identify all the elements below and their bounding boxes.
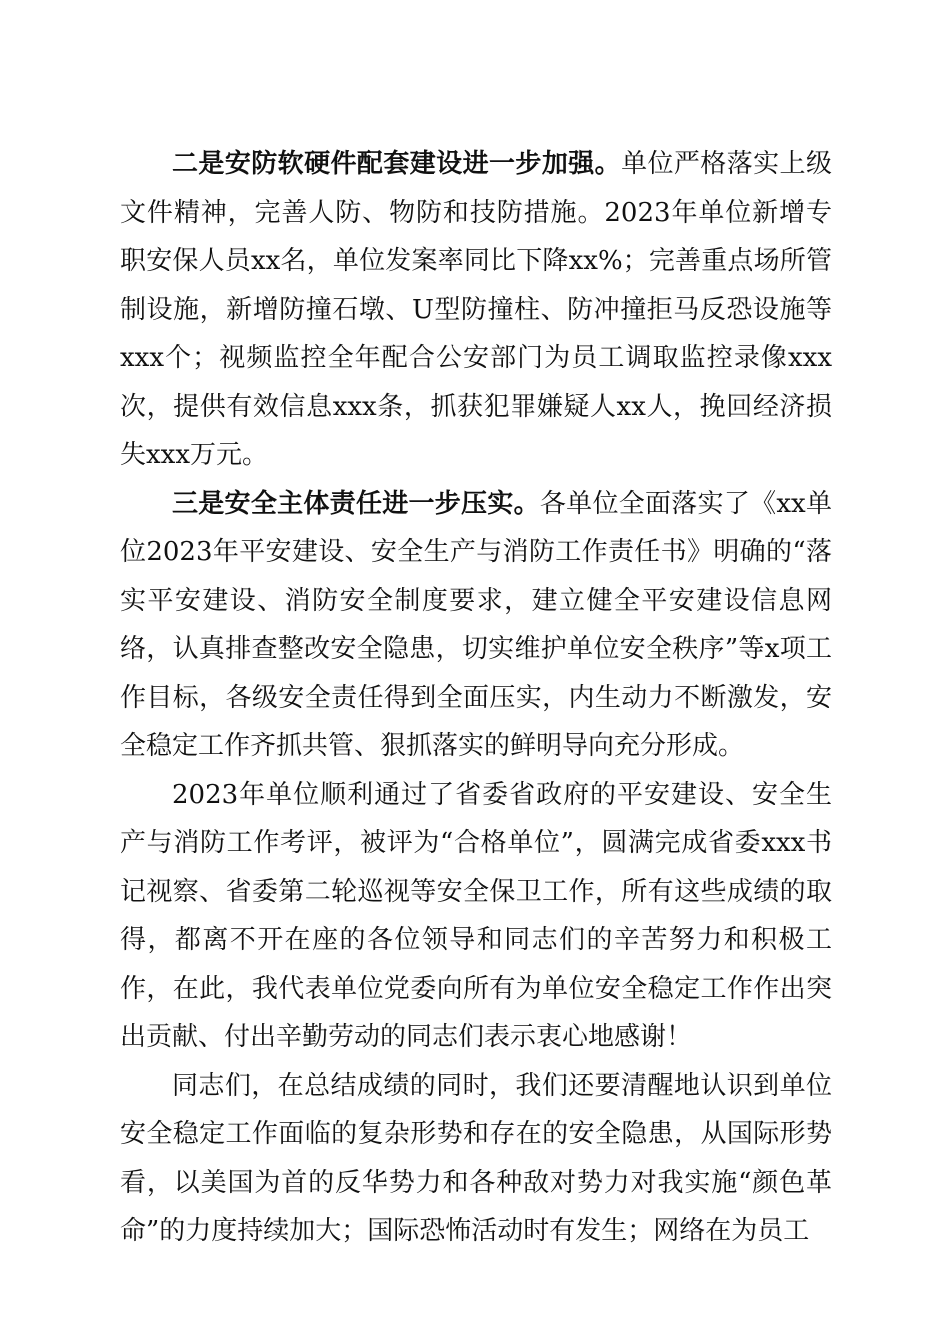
- paragraph-body-text: 各单位全面落实了《xx单位2023年平安建设、安全生产与消防工作责任书》明确的“落实平安建设、消防安全制度要求，建立健全平安建设信息网络，认真排查整改安全隐患，切实维护单位安全秩序”等x项工作目标，各级安全责任得到全面压实，内生动力不断激发，安全稳定工作齐抓共管、狠抓落实的鲜明导向充分形成。: [120, 488, 832, 761]
- paragraph-lead-heading: 三是安全主体责任进一步压实。: [172, 488, 540, 519]
- paragraph-body-text: 同志们，在总结成绩的同时，我们还要清醒地认识到单位安全稳定工作面临的复杂形势和存在的安全隐患，从国际形势看，以美国为首的反华势力和各种敌对势力对我实施“颜色革命”的力度持续加大；国际恐怖活动时有发生；网络在为员工: [120, 1070, 832, 1246]
- paragraph-achievements: [120, 771, 832, 1062]
- paragraph-situation: [120, 1062, 832, 1256]
- document-page: [120, 140, 832, 1256]
- paragraph-lead-heading: 二是安防软硬件配套建设进一步加强。: [172, 149, 622, 179]
- paragraph-body-text: 单位严格落实上级文件精神，完善人防、物防和技防措施。2023年单位新增专职安保人员xx名，单位发案率同比下降xx%；完善重点场所管制设施，新增防撞石墩、U型防撞柱、防冲撞拒马反恐设施等xxx个；视频监控全年配合公安部门为员工调取监控录像xxx次，提供有效信息xxx条，抓获犯罪嫌疑人xx人，挽回经济损失xxx万元。: [120, 149, 832, 470]
- paragraph-body-text: 2023年单位顺利通过了省委省政府的平安建设、安全生产与消防工作考评，被评为“合格单位”，圆满完成省委xxx书记视察、省委第二轮巡视等安全保卫工作，所有这些成绩的取得，都离不开在座的各位领导和同志们的辛苦努力和积极工作，在此，我代表单位党委向所有为单位安全稳定工作作出突出贡献、付出辛勤劳动的同志们表示衷心地感谢！: [120, 779, 832, 1052]
- paragraph-responsibility: [120, 480, 832, 771]
- paragraph-security-facilities: [120, 140, 832, 480]
